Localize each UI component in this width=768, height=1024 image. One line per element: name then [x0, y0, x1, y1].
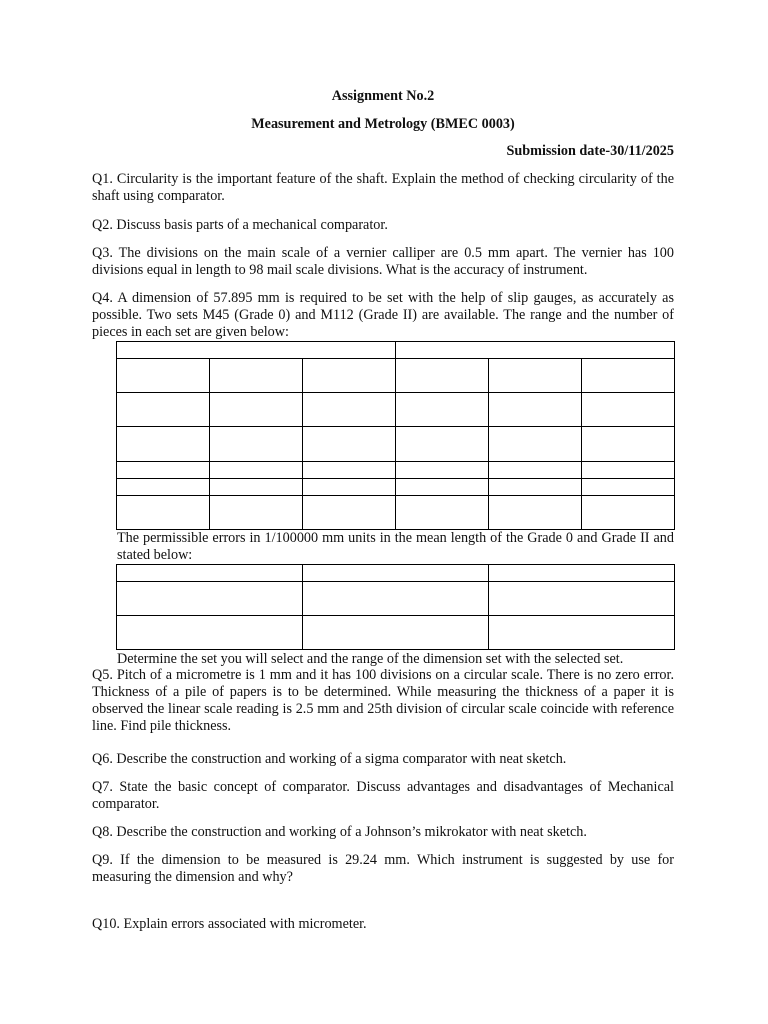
table-row [117, 565, 675, 582]
table-row [117, 427, 675, 461]
table-row [117, 342, 675, 359]
table-row [117, 461, 675, 478]
table-cell [117, 359, 210, 393]
table-cell [396, 359, 489, 393]
table-cell [489, 427, 582, 461]
table-cell [303, 565, 489, 582]
determine-set-text: Determine the set you will select and the range of the dimension set with the selected set. [117, 651, 624, 667]
table-cell [210, 359, 303, 393]
table-cell [396, 461, 489, 478]
table-cell [210, 461, 303, 478]
question-5: Q5. Pitch of a micrometre is 1 mm and it has 100 divisions on a circular scale. There is no zero error. Thickness of a pile of papers is to be determined. While measuring the thickness of a paper it is observed the linear scale reading is 2.5 mm and 25th division of circular scale coincide with reference line. Find pile thickness. [92, 667, 674, 734]
table-cell [117, 495, 210, 529]
table-cell [117, 616, 303, 650]
table-cell [210, 478, 303, 495]
table-cell [489, 582, 675, 616]
table-cell [303, 359, 396, 393]
permissible-errors-text: The permissible errors in 1/100000 mm units in the mean length of the Grade 0 and Grade II and stated below: [117, 530, 674, 563]
question-3: Q3. The divisions on the main scale of a vernier calliper are 0.5 mm apart. The vernier has 100 divisions equal in length to 98 mail scale divisions. What is the accuracy of instrument. [92, 245, 674, 278]
table-row [117, 359, 675, 393]
table-cell [582, 427, 675, 461]
table-row [117, 393, 675, 427]
table-cell [303, 393, 396, 427]
table-cell [489, 565, 675, 582]
table-cell [303, 616, 489, 650]
slip-gauge-set-table [116, 341, 675, 530]
question-8: Q8. Describe the construction and working of a Johnson’s mikrokator with neat sketch. [92, 824, 587, 840]
table-cell [117, 393, 210, 427]
table-cell [489, 359, 582, 393]
table-cell [582, 359, 675, 393]
table-cell [489, 461, 582, 478]
question-2: Q2. Discuss basis parts of a mechanical comparator. [92, 217, 388, 233]
table-cell [582, 478, 675, 495]
table-cell [396, 495, 489, 529]
table-cell [303, 495, 396, 529]
table-cell [396, 342, 675, 359]
permissible-errors-table [116, 564, 675, 650]
question-10: Q10. Explain errors associated with micrometer. [92, 916, 367, 932]
table-cell [303, 478, 396, 495]
table-row [117, 495, 675, 529]
table-cell [489, 393, 582, 427]
table-cell [210, 495, 303, 529]
table-cell [117, 427, 210, 461]
question-4: Q4. A dimension of 57.895 mm is required to be set with the help of slip gauges, as accurately as possible. Two sets M45 (Grade 0) and M112 (Grade II) are available. The range and the number of pieces in each set are given below: [92, 290, 674, 340]
table-cell [396, 393, 489, 427]
table-cell [489, 478, 582, 495]
assignment-title: Assignment No.2 [331, 88, 435, 104]
table-cell [117, 342, 396, 359]
table-cell [117, 582, 303, 616]
table-cell [582, 393, 675, 427]
submission-date: Submission date-30/11/2025 [506, 143, 674, 159]
table-cell [489, 495, 582, 529]
table-row [117, 478, 675, 495]
table-cell [210, 393, 303, 427]
question-1: Q1. Circularity is the important feature of the shaft. Explain the method of checking circularity of the shaft using comparator. [92, 171, 674, 204]
table-cell [303, 427, 396, 461]
course-title: Measurement and Metrology (BMEC 0003) [251, 116, 515, 132]
table-cell [582, 495, 675, 529]
table-cell [489, 616, 675, 650]
table-cell [582, 461, 675, 478]
table-cell [210, 427, 303, 461]
table-cell [117, 565, 303, 582]
table-cell [396, 427, 489, 461]
table-row [117, 616, 675, 650]
question-6: Q6. Describe the construction and working of a sigma comparator with neat sketch. [92, 751, 567, 767]
table-cell [303, 582, 489, 616]
question-7: Q7. State the basic concept of comparator. Discuss advantages and disadvantages of Mechanical comparator. [92, 779, 674, 812]
table-cell [396, 478, 489, 495]
question-9: Q9. If the dimension to be measured is 29.24 mm. Which instrument is suggested by use for measuring the dimension and why? [92, 852, 674, 885]
table-row [117, 582, 675, 616]
table-cell [117, 461, 210, 478]
table-cell [117, 478, 210, 495]
table-cell [303, 461, 396, 478]
